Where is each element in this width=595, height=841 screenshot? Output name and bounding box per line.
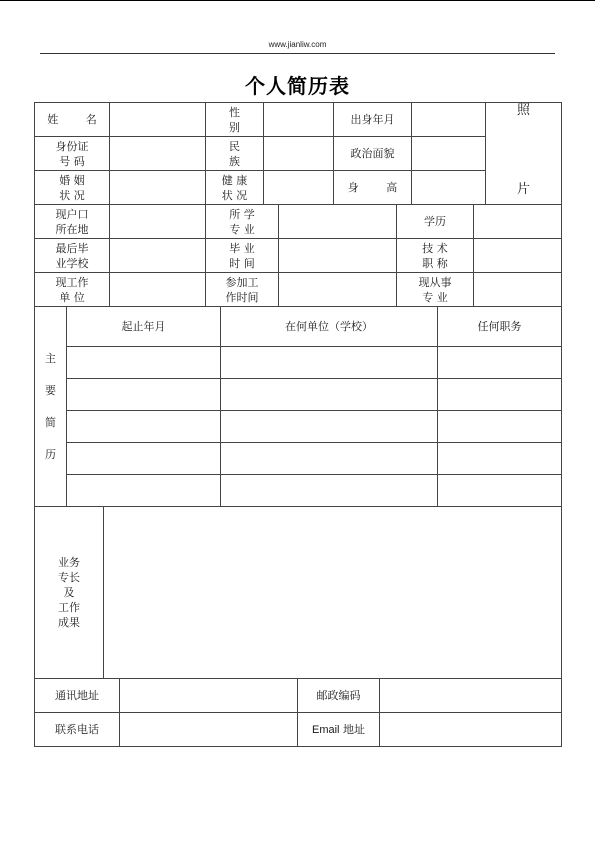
history-cell[interactable]: [438, 347, 562, 379]
header-rule: [40, 53, 555, 54]
work-start-label-line2: 作时间: [225, 290, 259, 304]
photo-label-2: 片: [516, 181, 530, 197]
marital-field[interactable]: [110, 171, 206, 205]
work-start-field[interactable]: [279, 273, 397, 307]
email-label: [298, 713, 380, 747]
name-field[interactable]: [110, 103, 206, 137]
history-header-period: 起止年月: [67, 307, 221, 347]
current-field-label-line1: 现从事: [418, 275, 452, 289]
phone-label: 联系电话: [35, 713, 120, 747]
grad-time-label-line2: 时 间: [229, 256, 255, 270]
gender-field[interactable]: [264, 103, 334, 137]
expertise-label: [35, 507, 104, 679]
major-label-line1: 所 学: [229, 207, 255, 221]
expertise-label-line4: 工作: [58, 601, 80, 614]
tech-title-label: [397, 239, 474, 273]
education-table: [34, 204, 562, 307]
history-side-label: [35, 307, 67, 507]
health-label-line1: 健 康: [221, 173, 248, 187]
basic-info-table: [34, 102, 562, 205]
workplace-label-line1: 现工作: [55, 275, 89, 289]
birth-label: 出身年月: [334, 103, 412, 137]
expertise-label-line5: 成果: [58, 616, 80, 629]
major-label: [206, 205, 279, 239]
history-table: [34, 306, 562, 507]
political-label: 政治面貌: [334, 137, 412, 171]
expertise-label-line2: 专长: [58, 571, 80, 584]
marital-label-line1: 婚 姻: [59, 173, 85, 187]
history-cell[interactable]: [221, 475, 438, 507]
major-label-line2: 专 业: [229, 222, 255, 236]
ethnic-field[interactable]: [264, 137, 334, 171]
history-cell[interactable]: [67, 347, 221, 379]
email-label-zh: 地址: [343, 722, 365, 736]
school-label: [35, 239, 110, 273]
workplace-label: [35, 273, 110, 307]
history-side-char-2: 要: [45, 383, 56, 397]
hukou-label-line2: 所在地: [55, 222, 89, 236]
health-label: [206, 171, 264, 205]
document-title: 个人简历表: [245, 74, 350, 98]
address-label: 通讯地址: [35, 679, 120, 713]
id-label: [35, 137, 110, 171]
degree-field[interactable]: [474, 205, 562, 239]
current-field-label-line2: 专 业: [422, 290, 448, 304]
contact-table: [34, 678, 562, 747]
school-field[interactable]: [110, 239, 206, 273]
id-field[interactable]: [110, 137, 206, 171]
expertise-label-line3: 及: [63, 586, 75, 599]
school-label-line1: 最后毕: [55, 241, 89, 255]
history-cell[interactable]: [221, 347, 438, 379]
history-header-unit: 在何单位（学校）: [221, 307, 438, 347]
history-cell[interactable]: [438, 443, 562, 475]
health-field[interactable]: [264, 171, 334, 205]
birth-field[interactable]: [412, 103, 486, 137]
hukou-label-line1: 现户口: [55, 207, 89, 221]
grad-time-label-line1: 毕 业: [229, 241, 255, 255]
tech-title-label-line1: 技 术: [422, 241, 448, 255]
history-header-position: 任何职务: [438, 307, 562, 347]
major-field[interactable]: [279, 205, 397, 239]
expertise-field[interactable]: [104, 507, 562, 679]
history-side-char-4: 历: [45, 447, 56, 461]
history-cell[interactable]: [67, 475, 221, 507]
grad-time-field[interactable]: [279, 239, 397, 273]
height-label: 身 高: [334, 171, 412, 205]
work-start-label-line1: 参加工: [225, 275, 259, 289]
expertise-table: [34, 506, 562, 679]
hukou-field[interactable]: [110, 205, 206, 239]
marital-label: [35, 171, 110, 205]
gender-label: 性 别: [206, 103, 264, 137]
name-label: 姓 名: [35, 103, 110, 137]
history-cell[interactable]: [67, 411, 221, 443]
school-label-line2: 业学校: [55, 256, 89, 270]
current-field-field[interactable]: [474, 273, 562, 307]
history-cell[interactable]: [438, 475, 562, 507]
history-cell[interactable]: [438, 379, 562, 411]
workplace-label-line2: 单 位: [59, 290, 85, 304]
address-field[interactable]: [120, 679, 298, 713]
history-side-char-3: 简: [45, 415, 56, 429]
work-start-label: [206, 273, 279, 307]
postcode-field[interactable]: [380, 679, 562, 713]
history-cell[interactable]: [67, 443, 221, 475]
site-url: www.jianliw.com: [268, 40, 327, 49]
history-cell[interactable]: [221, 379, 438, 411]
ethnic-label: 民 族: [206, 137, 264, 171]
current-field-label: [397, 273, 474, 307]
hukou-label: [35, 205, 110, 239]
grad-time-label: [206, 239, 279, 273]
photo-box[interactable]: [486, 103, 562, 205]
health-label-line2: 状 况: [221, 188, 248, 202]
photo-label-1: 照: [516, 102, 530, 118]
expertise-label-line1: 业务: [58, 556, 80, 569]
political-field[interactable]: [412, 137, 486, 171]
history-cell[interactable]: [67, 379, 221, 411]
history-side-char-1: 主: [45, 351, 56, 365]
height-field[interactable]: [412, 171, 486, 205]
workplace-field[interactable]: [110, 273, 206, 307]
postcode-label: 邮政编码: [298, 679, 380, 713]
email-field[interactable]: [380, 713, 562, 747]
degree-label: 学历: [397, 205, 474, 239]
history-cell[interactable]: [221, 443, 438, 475]
page-top-border: [0, 0, 595, 1]
history-cell[interactable]: [221, 411, 438, 443]
tech-title-label-line2: 职 称: [422, 256, 448, 270]
marital-label-line2: 状 况: [59, 188, 85, 202]
email-label-en: Email: [311, 723, 340, 736]
tech-title-field[interactable]: [474, 239, 562, 273]
id-label-line2: 号 码: [59, 154, 85, 168]
history-cell[interactable]: [438, 411, 562, 443]
id-label-line1: 身份证: [55, 139, 89, 153]
phone-field[interactable]: [120, 713, 298, 747]
